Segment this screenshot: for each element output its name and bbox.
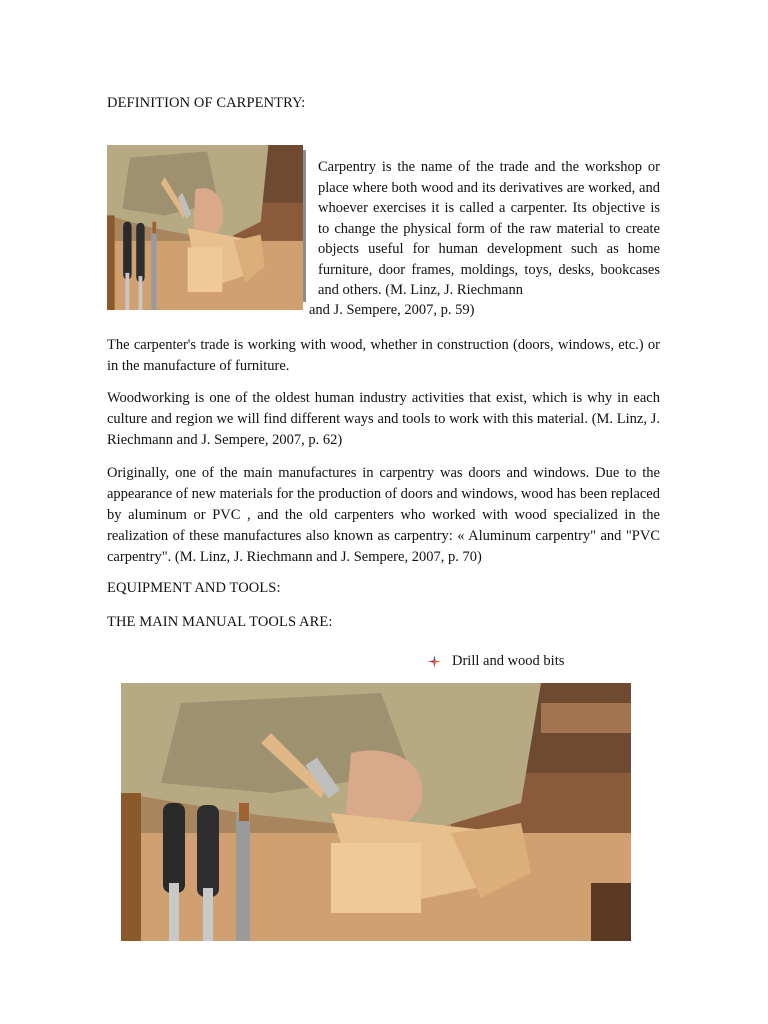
photo-icon (107, 145, 303, 310)
bullet-item-drill (428, 652, 564, 670)
section-heading-equipment: EQUIPMENT AND TOOLS: (107, 580, 281, 596)
paragraph-trade: The carpenter's trade is working with wood, whether in construction (doors, windows, etc.) or in the manufacture of furniture. (107, 337, 660, 374)
page-title: DEFINITION OF CARPENTRY: (107, 95, 306, 111)
intro-paragraph: Carpentry is the name of the trade and the workshop or place where both wood and its derivatives are worked, and whoever exercises it is called a carpenter. Its objective is to change the physical form of the raw material to create objects useful for human development such as home furniture, door frames, moldings, toys, desks, bookcases and others. (M. Linz, J. Riechmann (318, 159, 660, 298)
section-heading-tools: THE MAIN MANUAL TOOLS ARE: (107, 614, 333, 630)
paragraph-woodworking: Woodworking is one of the oldest human industry activities that exist, which is why in each culture and region we will find different ways and tools to work with this material. (M. Linz, J. Riechmann and J. Sempere, 2007, p. 62) (107, 390, 660, 448)
carpenter-photo-large (121, 683, 631, 941)
bullet-label: Drill and wood bits (452, 652, 565, 669)
carpenter-photo-small (107, 145, 303, 310)
four-color-diamond-bullet-icon (428, 655, 441, 668)
intro-citation: and J. Sempere, 2007, p. 59) (309, 302, 475, 318)
photo-icon (121, 683, 631, 941)
paragraph-origins: Originally, one of the main manufactures in carpentry was doors and windows. Due to the appearance of new materials for the production of doors and windows, wood has been replaced by aluminum or PVC , and the old carpenters who worked with wood specialized in the realization of these manufactures also known as carpentry: « Aluminum carpentry" and "PVC carpentry". (M. Linz, J. Riechmann and J. Sempere, 2007, p. 70) (107, 465, 660, 565)
